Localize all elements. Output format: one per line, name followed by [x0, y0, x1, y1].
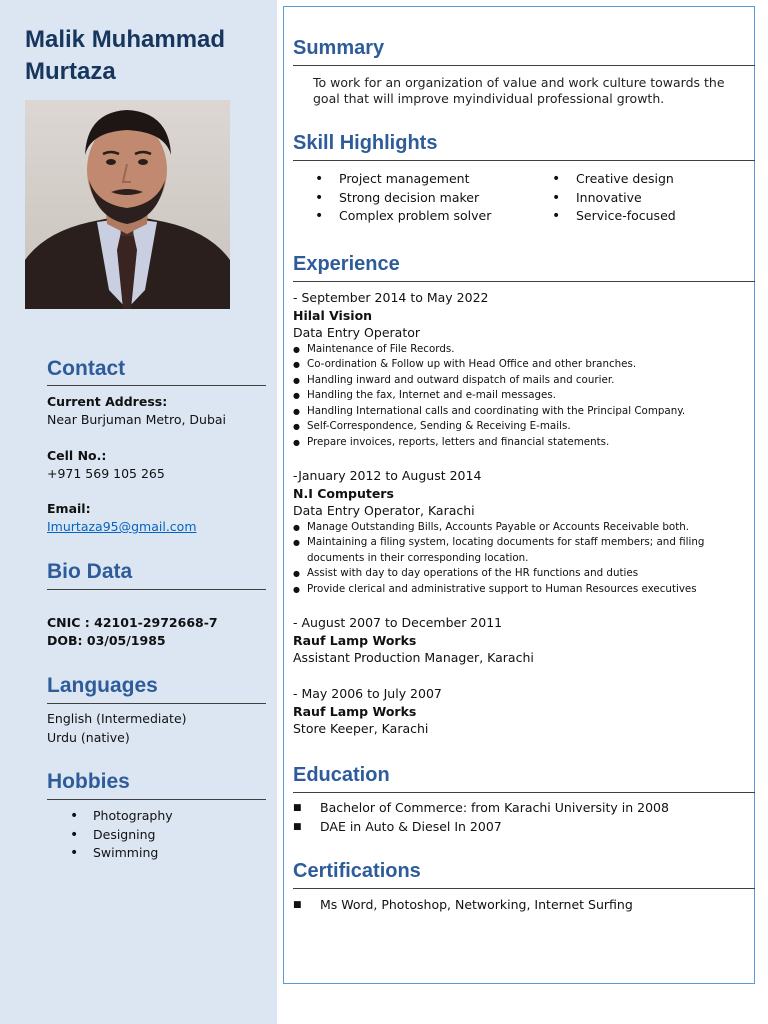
skills-heading: Skill Highlights — [293, 132, 438, 154]
skill-item: • Project management — [315, 170, 491, 189]
duty-item: ● Self-Correspondence, Sending & Receiving E-mails. — [293, 419, 743, 435]
experience-heading: Experience — [293, 253, 400, 275]
job-entry — [293, 614, 743, 667]
experience-divider — [293, 281, 755, 282]
job-company: N.I Computers — [293, 485, 394, 501]
hobbies-heading: Hobbies — [47, 770, 130, 793]
language-item: Urdu (native) — [47, 730, 130, 745]
skill-item: • Strong decision maker — [315, 189, 491, 208]
job-dates: -January 2012 to August 2014 — [293, 468, 482, 483]
job-duties — [293, 342, 743, 451]
hobby-item: • Designing — [70, 826, 173, 845]
languages-divider — [47, 703, 266, 704]
contact-heading: Contact — [47, 357, 126, 380]
hobbies-list — [70, 807, 173, 863]
summary-heading: Summary — [293, 37, 385, 59]
email-label: Email: — [47, 501, 91, 516]
certifications-list — [293, 896, 633, 915]
language-item: English (Intermediate) — [47, 711, 187, 726]
address-label: Current Address: — [47, 394, 168, 409]
skill-item: • Service-focused — [552, 207, 676, 226]
skills-list-right — [552, 170, 676, 226]
job-entry — [293, 289, 743, 450]
hobby-item: • Photography — [70, 807, 173, 826]
job-duties — [293, 520, 723, 598]
candidate-name: Malik Muhammad Murtaza — [25, 26, 226, 85]
education-divider — [293, 792, 755, 793]
duty-item: ● Assist with day to day operations of the HR functions and duties — [293, 566, 723, 582]
duty-item: ● Handling inward and outward dispatch of mails and courier. — [293, 373, 743, 389]
cell-value: +971 569 105 265 — [47, 466, 165, 481]
duty-item: ● Maintenance of File Records. — [293, 342, 743, 358]
job-title: Data Entry Operator — [293, 325, 421, 340]
certification-item: ■ Ms Word, Photoshop, Networking, Internet Surfing — [293, 896, 633, 915]
duty-item: ● Prepare invoices, reports, letters and financial statements. — [293, 435, 743, 451]
summary-divider — [293, 65, 755, 66]
job-company: Rauf Lamp Works — [293, 703, 417, 719]
languages-heading: Languages — [47, 674, 158, 697]
duty-item: ● Handling International calls and coordinating with the Principal Company. — [293, 404, 743, 420]
job-title: Store Keeper, Karachi — [293, 721, 429, 736]
address-value: Near Burjuman Metro, Dubai — [47, 412, 227, 427]
duty-item: ● Provide clerical and administrative support to Human Resources executives — [293, 582, 723, 598]
skills-list-left — [315, 170, 491, 226]
duty-item: ● Handling the fax, Internet and e-mail messages. — [293, 388, 743, 404]
hobby-item: • Swimming — [70, 844, 173, 863]
job-company: Hilal Vision — [293, 307, 373, 323]
skills-divider — [293, 160, 755, 161]
email-link[interactable]: Imurtaza95@gmail.com — [47, 519, 197, 534]
job-entry — [293, 467, 743, 597]
job-title: Assistant Production Manager, Karachi — [293, 650, 534, 665]
duty-item: ● Maintaining a filing system, locating documents for staff members; and filing documents in their corresponding location. — [293, 535, 723, 566]
education-item: ■ Bachelor of Commerce: from Karachi University in 2008 — [293, 799, 669, 818]
duty-item: ● Manage Outstanding Bills, Accounts Payable or Accounts Receivable both. — [293, 520, 723, 536]
hobbies-divider — [47, 799, 266, 800]
skill-item: • Complex problem solver — [315, 207, 491, 226]
education-item: ■ DAE in Auto & Diesel In 2007 — [293, 818, 669, 837]
cell-label: Cell No.: — [47, 448, 107, 463]
profile-photo — [25, 100, 230, 309]
skill-item: • Creative design — [552, 170, 676, 189]
duty-item: ● Co-ordination & Follow up with Head Office and other branches. — [293, 357, 743, 373]
job-dates: - May 2006 to July 2007 — [293, 686, 442, 701]
bio-divider — [47, 589, 266, 590]
education-heading: Education — [293, 764, 390, 786]
education-list — [293, 799, 669, 836]
certifications-divider — [293, 888, 755, 889]
cnic-value: CNIC : 42101-2972668-7 — [47, 615, 218, 630]
certifications-heading: Certifications — [293, 860, 421, 882]
skill-item: • Innovative — [552, 189, 676, 208]
job-dates: - August 2007 to December 2011 — [293, 615, 503, 630]
job-dates: - September 2014 to May 2022 — [293, 290, 489, 305]
job-entry — [293, 685, 743, 738]
summary-text: To work for an organization of value and work culture towards the goal that will improve myindividual professional growth. — [313, 75, 725, 106]
bio-heading: Bio Data — [47, 560, 133, 583]
portrait-photo — [25, 100, 230, 309]
contact-divider — [47, 385, 266, 386]
dob-value: DOB: 03/05/1985 — [47, 633, 166, 648]
job-company: Rauf Lamp Works — [293, 632, 417, 648]
job-title: Data Entry Operator, Karachi — [293, 503, 475, 518]
